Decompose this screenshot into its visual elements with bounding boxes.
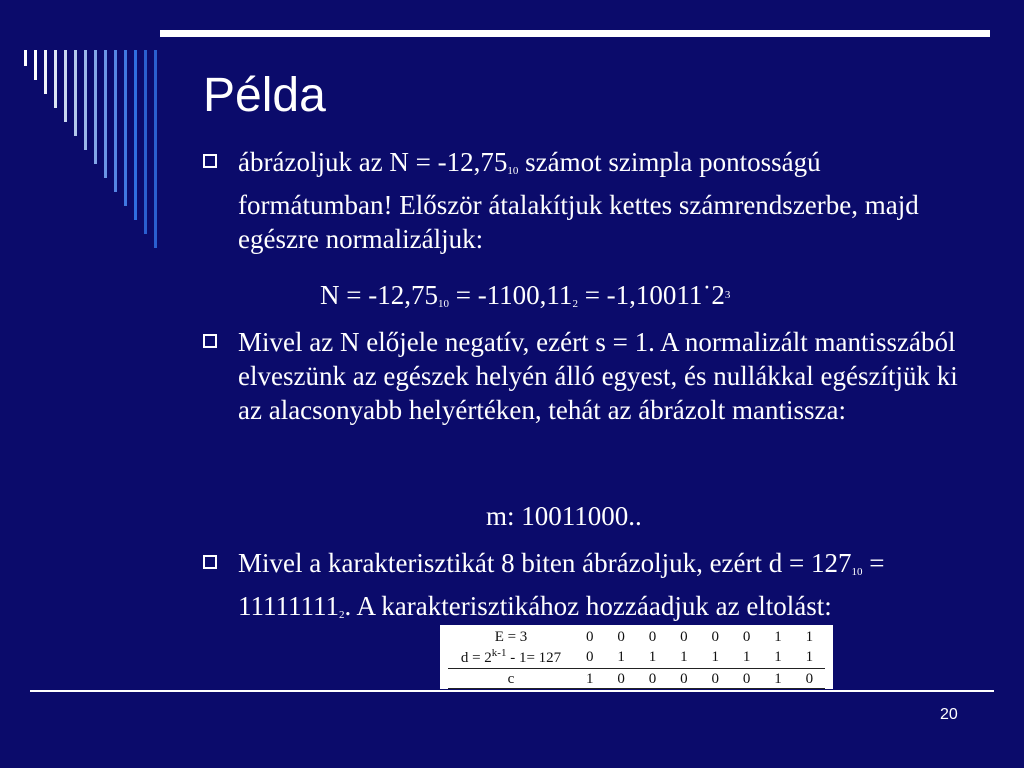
- bit-cell: 1: [680, 648, 688, 665]
- bit-cell: 1: [648, 648, 657, 665]
- bit-cell: 0: [711, 670, 719, 687]
- bit-cell: 1: [742, 648, 751, 665]
- table-divider: [448, 688, 825, 689]
- encoding-table: [440, 625, 833, 689]
- bit-cell: 0: [585, 648, 594, 665]
- bit-cell: 1: [774, 628, 782, 645]
- bit-cell: 0: [617, 670, 625, 687]
- bit-cell: 0: [711, 628, 719, 645]
- bit-cell: 1: [585, 670, 594, 687]
- table-row: [448, 669, 825, 689]
- bottom-rule: [30, 690, 994, 692]
- bit-cell: 0: [680, 670, 688, 687]
- table-row: [448, 647, 825, 667]
- page-number: 20: [940, 706, 958, 723]
- bullet-2: [203, 325, 973, 427]
- slide-title: Példa: [203, 69, 326, 122]
- bullet-1: [203, 145, 973, 256]
- bit-cell: 1: [617, 648, 625, 665]
- bullet-square-icon: [203, 334, 217, 348]
- bit-cell: 0: [742, 628, 751, 645]
- bullet-square-icon: [203, 555, 217, 569]
- mantissa-line: m: 10011000..: [486, 501, 642, 531]
- bit-cell: 0: [680, 628, 688, 645]
- bullet-1-text: ábrázoljuk az $N = -12,75_{10}$ számot szimpla pontosságú formátumban! Először átalakítjuk kettes számrendszerbe, majd egészre normalizáljuk:: [238, 147, 919, 254]
- table-row: [448, 627, 825, 647]
- row-bits: [574, 649, 825, 666]
- bit-cell: 1: [805, 648, 814, 665]
- row-bits: [574, 671, 825, 688]
- bit-cell: 1: [774, 648, 782, 665]
- equation: $N = -12,75_{10} = -1100,11_2$ = $-1,10011˙2^3$: [320, 280, 731, 310]
- bullet-3: [203, 546, 973, 632]
- decorative-stripes: [24, 50, 164, 250]
- bit-cell: 1: [805, 628, 814, 645]
- bit-cell: 0: [805, 670, 814, 687]
- bit-cell: 0: [617, 628, 625, 645]
- bit-cell: 0: [742, 670, 751, 687]
- bit-cell: 0: [648, 670, 657, 687]
- bit-cell: 1: [774, 670, 782, 687]
- bit-cell: 0: [585, 628, 594, 645]
- bullet-3-text: Mivel a karakterisztikát 8 biten ábrázoljuk, ezért $d = 127_{10} = 11111111_2$. A karakterisztikához hozzáadjuk az eltolást:: [238, 548, 885, 621]
- bullet-2-text: Mivel az N előjele negatív, ezért s = 1. A normalizált mantisszából elveszünk az egészek helyén álló egyest, és nullákkal egészítjük ki az alacsonyabb helyértéken, tehát az ábrázolt mantissza:: [238, 327, 958, 425]
- row-bits: [574, 629, 825, 646]
- row-label: $d = 2^{k-1} - 1= 127$: [460, 647, 562, 666]
- bit-cell: 0: [648, 628, 657, 645]
- bit-cell: 1: [711, 648, 719, 665]
- row-label: c: [507, 670, 515, 687]
- top-rule: [160, 30, 990, 37]
- row-label: E = 3: [494, 628, 528, 645]
- bullet-square-icon: [203, 154, 217, 168]
